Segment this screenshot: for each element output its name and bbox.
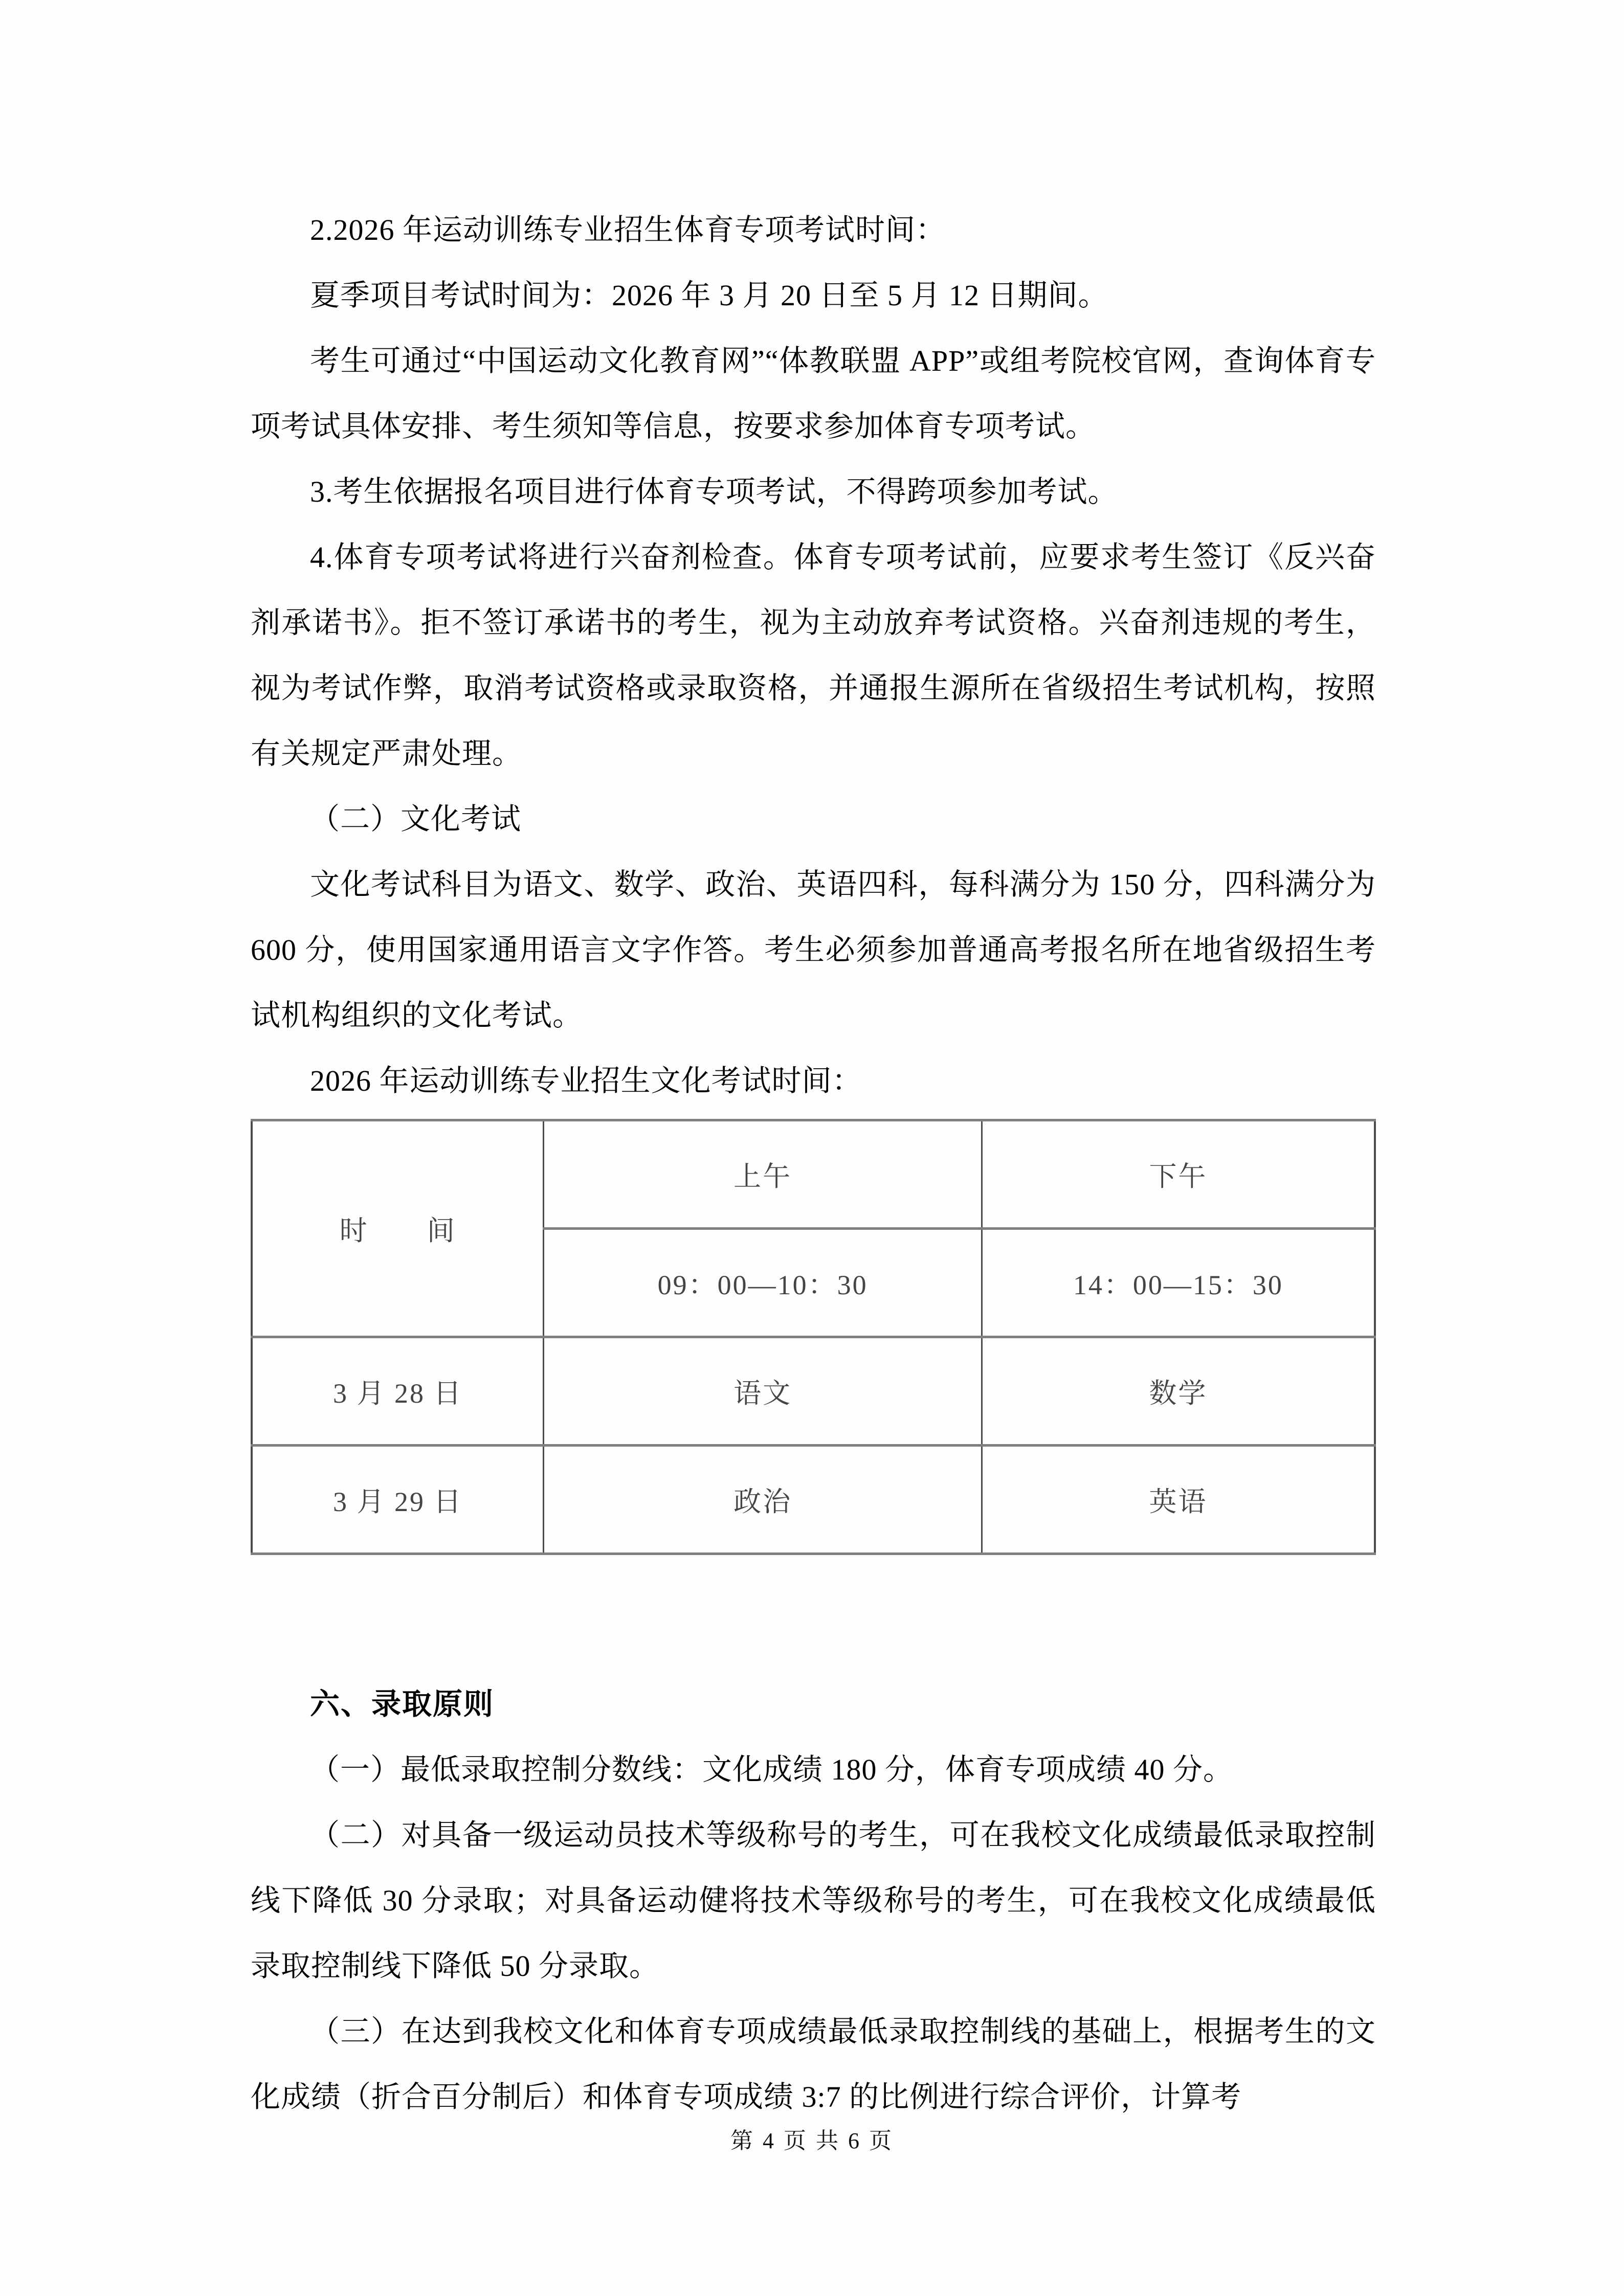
table-header-morning: 上午 [544,1120,982,1229]
paragraph-culture-exam-subjects: 文化考试科目为语文、数学、政治、英语四科，每科满分为 150 分，四科满分为 600 分，使用国家通用语言文字作答。考生必须参加普通高考报名所在地省级招生考试机构组织的文化考试。 [251,868,1376,1032]
table-subject-cell: 政治 [544,1446,982,1554]
paragraph-no-cross-event: 3.考生依据报名项目进行体育专项考试，不得跨项参加考试。 [310,475,1118,508]
table-subject-cell: 数学 [982,1337,1375,1446]
paragraph-exam-info-channels: 考生可通过“中国运动文化教育网”“体教联盟 APP”或组考院校官网，查询体育专项考试具体安排、考生须知等信息，按要求参加体育专项考试。 [251,344,1376,443]
paragraph-anti-doping: 4.体育专项考试将进行兴奋剂检查。体育专项考试前，应要求考生签订《反兴奋剂承诺书》。拒不签订承诺书的考生，视为主动放弃考试资格。兴奋剂违规的考生，视为考试作弊，取消考试资格或录取资格，并通报生源所在省级招生考试机构，按照有关规定严肃处理。 [251,541,1376,770]
page-footer: 第 4 页 共 6 页 [730,2128,894,2153]
page-content [251,197,1376,2130]
table-row [252,1337,1375,1446]
table-morning-time: 09：00—10：30 [544,1229,982,1337]
exam-schedule-table [251,1119,1376,1555]
section-heading-admission-principles: 六、录取原则 [310,1687,495,1721]
table-corner-time-label: 时 间 [252,1120,544,1337]
paragraph-summer-exam-time: 夏季项目考试时间为：2026 年 3 月 20 日至 5 月 12 日期间。 [310,279,1108,312]
table-date-cell: 3 月 28 日 [252,1337,544,1446]
table-subject-cell: 语文 [544,1337,982,1446]
table-subject-cell: 英语 [982,1446,1375,1554]
table-date-cell: 3 月 29 日 [252,1446,544,1554]
paragraph-comprehensive-evaluation: （三）在达到我校文化和体育专项成绩最低录取控制线的基础上，根据考生的文化成绩（折合百分制后）和体育专项成绩 3:7 的比例进行综合评价，计算考 [251,2015,1376,2113]
paragraph-special-exam-time-title: 2.2026 年运动训练专业招生体育专项考试时间： [310,213,946,246]
paragraph-level1-athlete-bonus: （二）对具备一级运动员技术等级称号的考生，可在我校文化成绩最低录取控制线下降低 30 分录取；对具备运动健将技术等级称号的考生，可在我校文化成绩最低录取控制线下降低 50 分录取。 [251,1818,1376,1983]
table-row [252,1446,1375,1554]
paragraph-culture-exam-subheading: （二）文化考试 [310,802,522,836]
paragraph-culture-exam-time-title: 2026 年运动训练专业招生文化考试时间： [310,1064,862,1097]
table-afternoon-time: 14：00—15：30 [982,1229,1375,1337]
table-header-row [252,1120,1375,1229]
table-header-afternoon: 下午 [982,1120,1375,1229]
paragraph-minimum-control-line: （一）最低录取控制分数线：文化成绩 180 分，体育专项成绩 40 分。 [310,1753,1234,1786]
